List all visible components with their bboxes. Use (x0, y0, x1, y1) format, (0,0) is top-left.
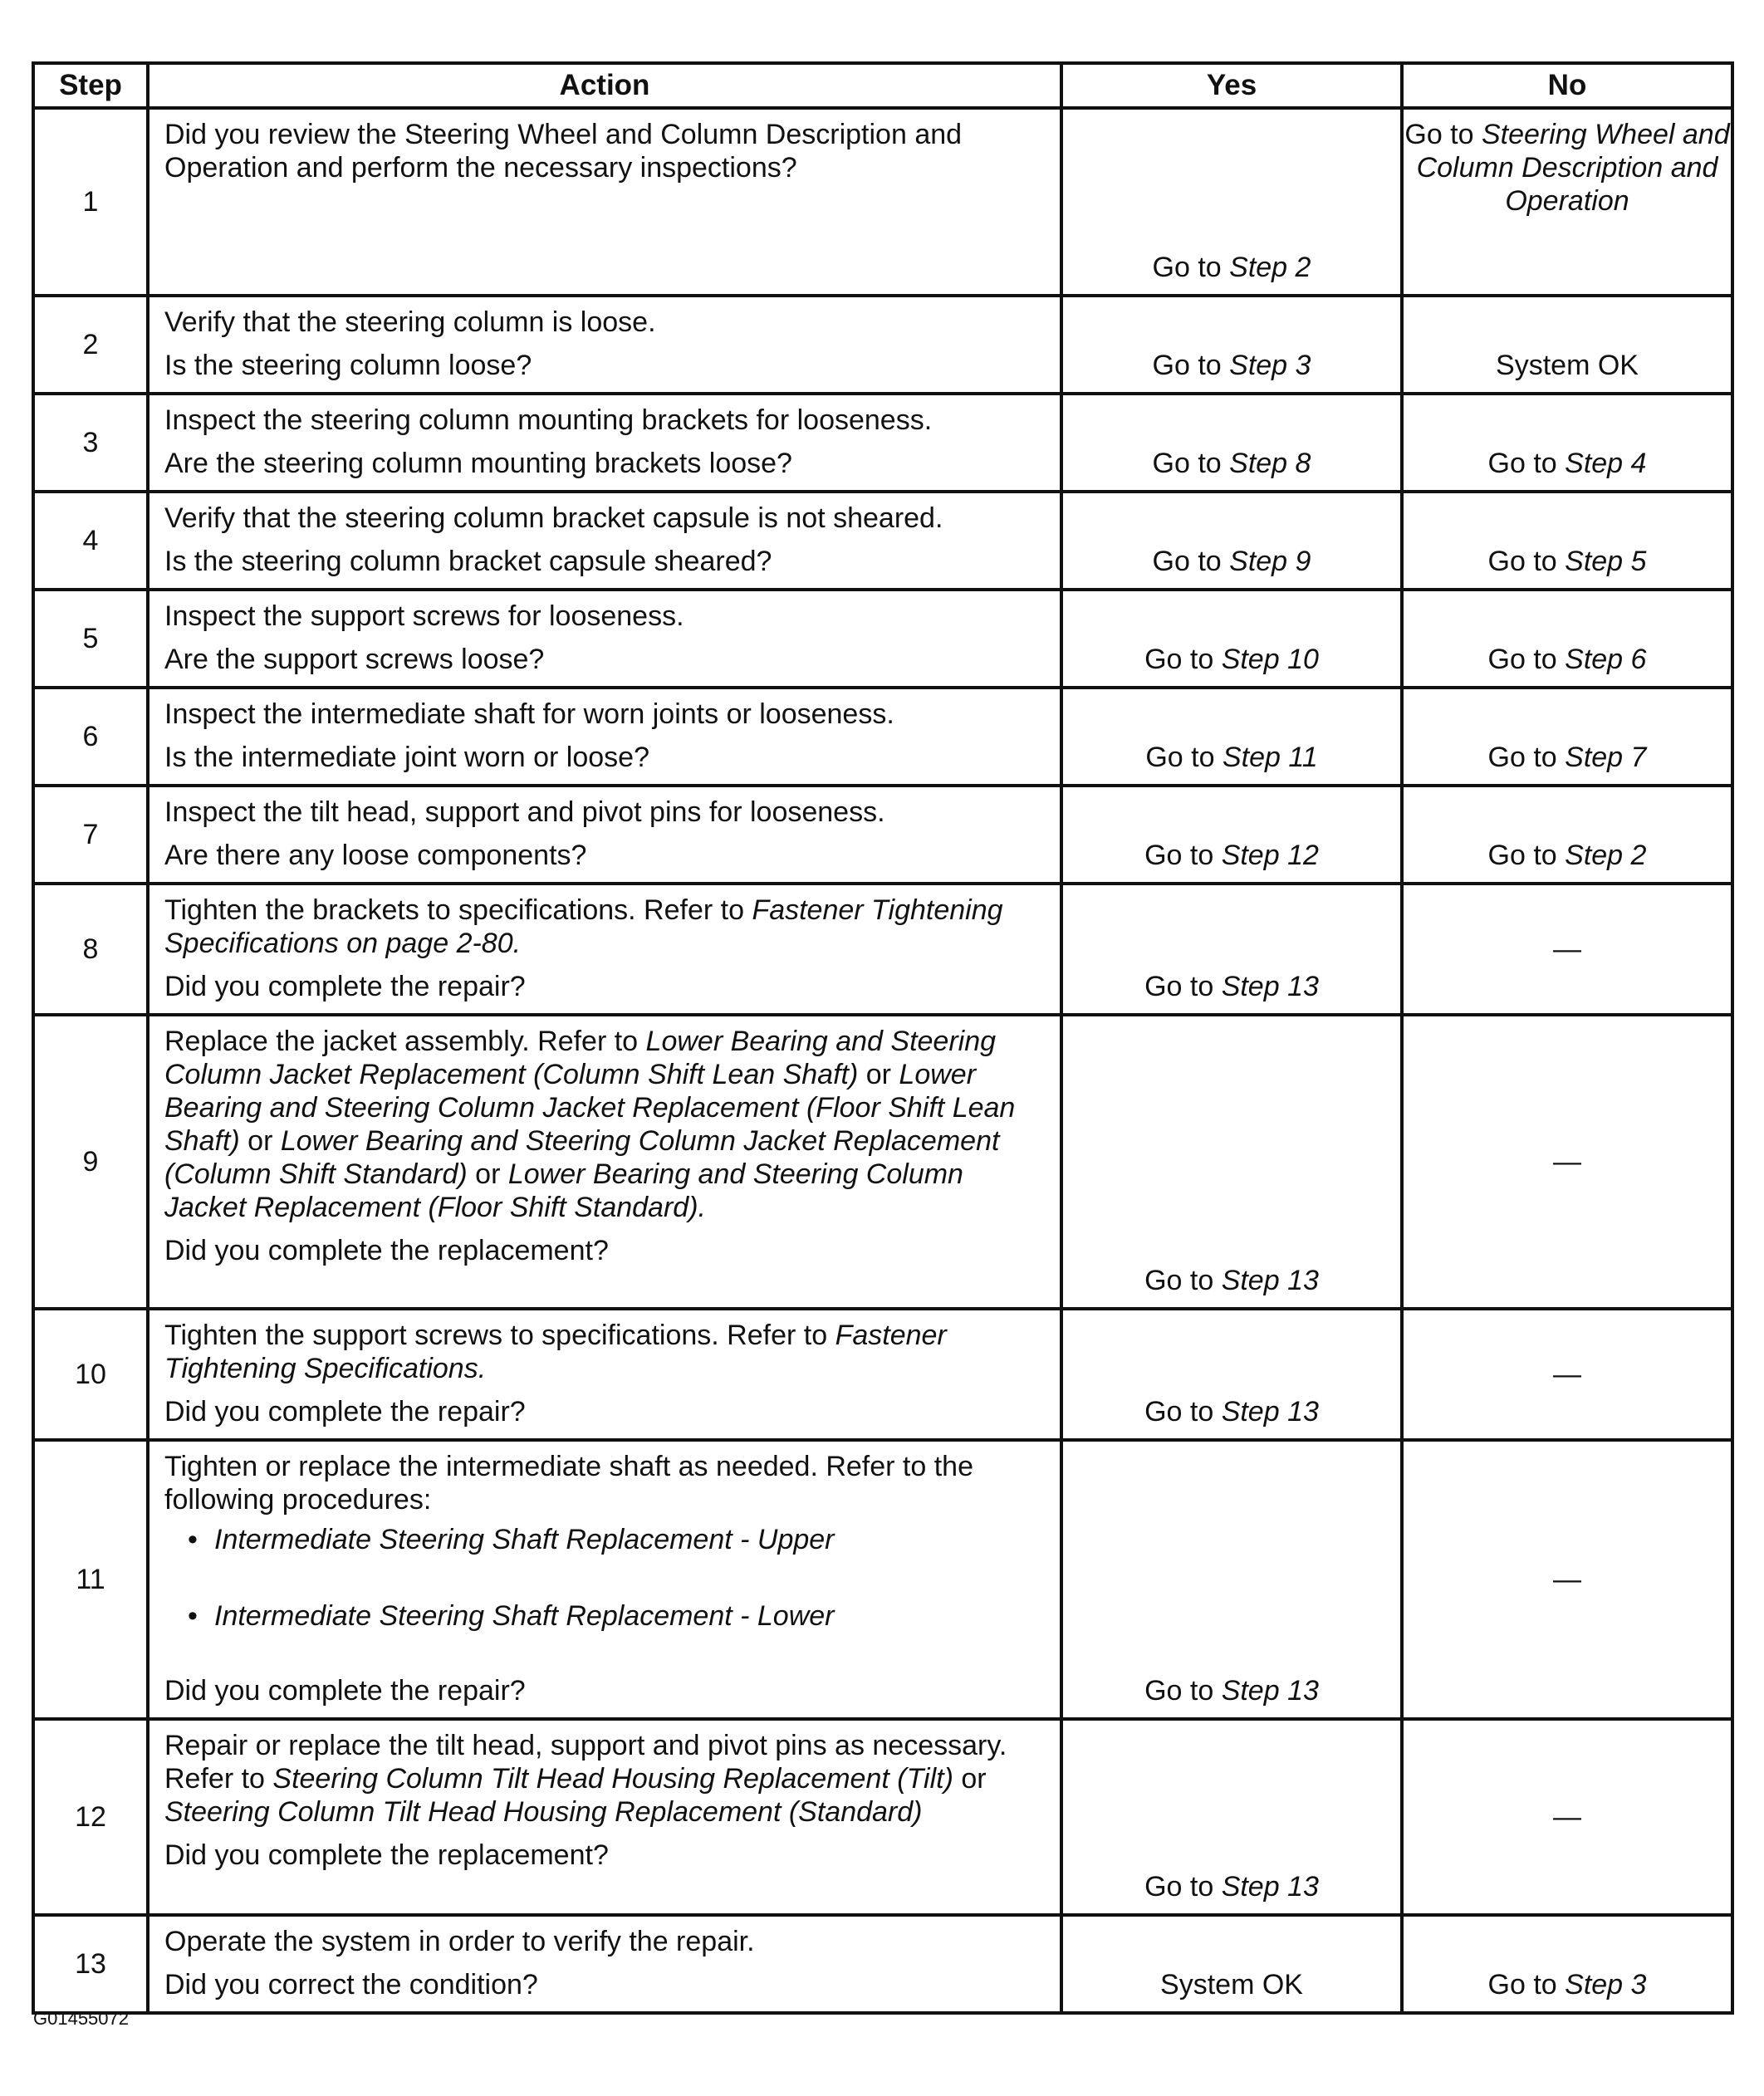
no-step-link[interactable]: Step 4 (1565, 448, 1647, 479)
action-text: Operate the system in order to verify the repair. (164, 1926, 755, 1957)
action-question: Did you complete the replacement? (164, 1839, 609, 1871)
no-prefix: Go to (1487, 1969, 1566, 2001)
action-cell (148, 1719, 1061, 1915)
action-cell (148, 296, 1061, 394)
action-text (164, 1025, 1045, 1224)
action-connector: or (239, 1125, 281, 1157)
no-cell (1402, 1915, 1732, 2013)
action-cell (148, 688, 1061, 786)
yes-cell (1061, 884, 1402, 1015)
step-number: 6 (33, 688, 148, 786)
no-step-link[interactable]: Step 6 (1565, 644, 1647, 675)
action-instruction: Tighten the brackets to specifications. Refer to (164, 894, 752, 926)
yes-step-link[interactable]: Step 11 (1222, 742, 1318, 773)
yes-step-link[interactable]: Step 12 (1221, 840, 1319, 871)
yes-prefix: Go to (1144, 1396, 1222, 1428)
step-number: 1 (33, 108, 148, 296)
header-no: No (1402, 63, 1732, 108)
action-cell (148, 108, 1061, 296)
no-result: System OK (1496, 350, 1639, 381)
action-text: Verify that the steering column is loose. (164, 306, 656, 338)
action-question: Is the intermediate joint worn or loose? (164, 742, 649, 773)
no-prefix: Go to (1487, 644, 1566, 675)
no-result: — (1553, 933, 1581, 965)
no-prefix: Go to (1487, 840, 1566, 871)
no-cell (1402, 688, 1732, 786)
action-reference-link[interactable]: Steering Column Tilt Head Housing Replacement (Standard) (164, 1796, 923, 1828)
action-question: Is the steering column bracket capsule sheared? (164, 546, 772, 577)
action-text: Did you review the Steering Wheel and Column Description and Operation and perform the necessary inspections? (164, 119, 963, 184)
table-row (33, 296, 1732, 394)
no-cell (1402, 1015, 1732, 1309)
header-step: Step (33, 63, 148, 108)
no-cell (1402, 884, 1732, 1015)
action-text: Tighten or replace the intermediate shaft as needed. Refer to the following procedures: (164, 1451, 973, 1516)
table-row (33, 1440, 1732, 1719)
action-connector: or (953, 1763, 987, 1795)
no-prefix: Go to (1487, 546, 1566, 577)
table-row (33, 1309, 1732, 1440)
no-procedure-link[interactable]: Steering Wheel and Column Description and Operation (1416, 119, 1730, 217)
action-cell (148, 394, 1061, 492)
action-text: Inspect the intermediate shaft for worn joints or looseness. (164, 698, 894, 730)
no-result: — (1553, 1359, 1581, 1390)
yes-prefix: Go to (1152, 546, 1230, 577)
yes-step-link[interactable]: Step 13 (1221, 971, 1319, 1002)
action-text (164, 894, 1045, 960)
yes-prefix: Go to (1152, 252, 1230, 283)
yes-step-link[interactable]: Step 13 (1221, 1396, 1319, 1428)
action-cell (148, 1015, 1061, 1309)
action-instruction: Repair or replace the tilt head, support and pivot pins as necessary. Refer to (164, 1730, 1007, 1795)
yes-prefix: Go to (1152, 350, 1230, 381)
figure-id: G01455072 (33, 2008, 129, 2029)
action-question: Are there any loose components? (164, 840, 587, 871)
action-text: Inspect the support screws for looseness. (164, 600, 684, 632)
yes-cell (1061, 394, 1402, 492)
table-row (33, 1015, 1732, 1309)
yes-cell (1061, 1719, 1402, 1915)
action-text (164, 1319, 1045, 1385)
yes-step-link[interactable]: Step 10 (1221, 644, 1319, 675)
no-prefix: Go to (1404, 119, 1482, 150)
header-row (33, 63, 1732, 108)
action-cell (148, 492, 1061, 590)
yes-step-link[interactable]: Step 13 (1221, 1265, 1319, 1296)
table-row (33, 884, 1732, 1015)
table-row (33, 492, 1732, 590)
action-question: Are the steering column mounting brackets loose? (164, 448, 792, 479)
step-number: 4 (33, 492, 148, 590)
step-number: 5 (33, 590, 148, 688)
action-reference-link[interactable]: Fastener Tightening Specifications on page 2-80. (164, 894, 1003, 959)
action-reference-link[interactable]: Lower Bearing and Steering Column Jacket Replacement (Column Shift Lean Shaft) (164, 1026, 997, 1090)
table-row (33, 590, 1732, 688)
action-question: Did you complete the repair? (164, 1675, 526, 1707)
step-number: 13 (33, 1915, 148, 2013)
no-cell (1402, 108, 1732, 296)
no-prefix: Go to (1487, 742, 1566, 773)
action-cell (148, 786, 1061, 884)
action-connector: or (858, 1059, 899, 1090)
yes-cell (1061, 786, 1402, 884)
no-cell (1402, 1440, 1732, 1719)
yes-cell (1061, 296, 1402, 394)
action-text: Verify that the steering column bracket capsule is not sheared. (164, 502, 943, 534)
no-cell (1402, 1309, 1732, 1440)
yes-prefix: Go to (1144, 644, 1222, 675)
yes-step-link[interactable]: Step 2 (1229, 252, 1311, 283)
procedure-link[interactable]: • Intermediate Steering Shaft Replacement - Lower (214, 1599, 1045, 1633)
no-step-link[interactable]: Step 7 (1565, 742, 1647, 773)
table-row (33, 394, 1732, 492)
step-number: 9 (33, 1015, 148, 1309)
no-cell (1402, 394, 1732, 492)
action-cell (148, 1915, 1061, 2013)
table-row (33, 688, 1732, 786)
action-cell (148, 1309, 1061, 1440)
no-cell (1402, 296, 1732, 394)
action-text (164, 1729, 1045, 1829)
action-instruction: Tighten the support screws to specifications. Refer to (164, 1320, 835, 1351)
action-reference-link[interactable]: Lower Bearing and Steering Column Jacket Replacement (Column Shift Standard) (164, 1125, 1000, 1190)
yes-step-link[interactable]: Step 13 (1221, 1675, 1319, 1707)
step-number: 12 (33, 1719, 148, 1915)
yes-cell (1061, 1915, 1402, 2013)
yes-cell (1061, 1015, 1402, 1309)
header-action: Action (148, 63, 1061, 108)
action-question: Did you complete the repair? (164, 971, 526, 1002)
yes-prefix: Go to (1145, 742, 1223, 773)
yes-prefix: Go to (1144, 971, 1222, 1002)
yes-prefix: Go to (1144, 1675, 1222, 1707)
table-row (33, 786, 1732, 884)
action-question: Are the support screws loose? (164, 644, 545, 675)
table-row (33, 108, 1732, 296)
yes-prefix: Go to (1144, 1265, 1222, 1296)
action-reference-link[interactable]: Fastener Tightening Specifications. (164, 1320, 947, 1384)
step-number: 7 (33, 786, 148, 884)
yes-cell (1061, 1440, 1402, 1719)
yes-step-link[interactable]: Step 13 (1221, 1871, 1319, 1903)
action-question: Did you correct the condition? (164, 1969, 538, 2001)
yes-prefix: Go to (1144, 840, 1222, 871)
action-reference-link[interactable]: Lower Bearing and Steering Column Jacket Replacement (Floor Shift Lean Shaft) (164, 1059, 1016, 1157)
yes-cell (1061, 492, 1402, 590)
no-step-link[interactable]: Step 2 (1565, 840, 1647, 871)
yes-step-link[interactable]: Step 8 (1229, 448, 1311, 479)
yes-prefix: Go to (1144, 1871, 1222, 1903)
yes-step-link[interactable]: Step 9 (1229, 546, 1311, 577)
yes-result: System OK (1160, 1969, 1303, 2001)
action-question: Did you complete the repair? (164, 1396, 526, 1428)
no-cell (1402, 590, 1732, 688)
no-step-link[interactable]: Step 5 (1565, 546, 1647, 577)
step-number: 11 (33, 1440, 148, 1719)
step-number: 2 (33, 296, 148, 394)
no-result: — (1553, 1564, 1581, 1595)
yes-cell (1061, 108, 1402, 296)
action-question: Did you complete the replacement? (164, 1235, 609, 1266)
action-connector: or (467, 1158, 508, 1190)
action-reference-link[interactable]: Steering Column Tilt Head Housing Replacement (Tilt) (272, 1763, 953, 1795)
action-text: Inspect the steering column mounting brackets for looseness. (164, 404, 933, 436)
action-question: Is the steering column loose? (164, 350, 532, 381)
header-yes: Yes (1061, 63, 1402, 108)
no-result: — (1553, 1801, 1581, 1833)
action-text: Inspect the tilt head, support and pivot pins for looseness. (164, 796, 885, 828)
step-number: 3 (33, 394, 148, 492)
action-cell (148, 590, 1061, 688)
yes-cell (1061, 1309, 1402, 1440)
step-number: 10 (33, 1309, 148, 1440)
diagnostic-table (32, 61, 1734, 2015)
action-reference-link[interactable]: Lower Bearing and Steering Column Jacket Replacement (Floor Shift Standard). (164, 1158, 963, 1223)
no-cell (1402, 1719, 1732, 1915)
yes-cell (1061, 590, 1402, 688)
procedure-link[interactable]: • Intermediate Steering Shaft Replacement - Upper (214, 1523, 1045, 1556)
no-result: — (1553, 1146, 1581, 1178)
step-number: 8 (33, 884, 148, 1015)
procedure-list (164, 1523, 1045, 1633)
table-row (33, 1915, 1732, 2013)
action-cell (148, 884, 1061, 1015)
no-cell (1402, 786, 1732, 884)
action-instruction: Replace the jacket assembly. Refer to (164, 1026, 646, 1057)
yes-step-link[interactable]: Step 3 (1229, 350, 1311, 381)
table-row (33, 1719, 1732, 1915)
no-cell (1402, 492, 1732, 590)
yes-cell (1061, 688, 1402, 786)
no-step-link[interactable]: Step 3 (1565, 1969, 1647, 2001)
no-prefix: Go to (1487, 448, 1566, 479)
yes-prefix: Go to (1152, 448, 1230, 479)
action-cell (148, 1440, 1061, 1719)
